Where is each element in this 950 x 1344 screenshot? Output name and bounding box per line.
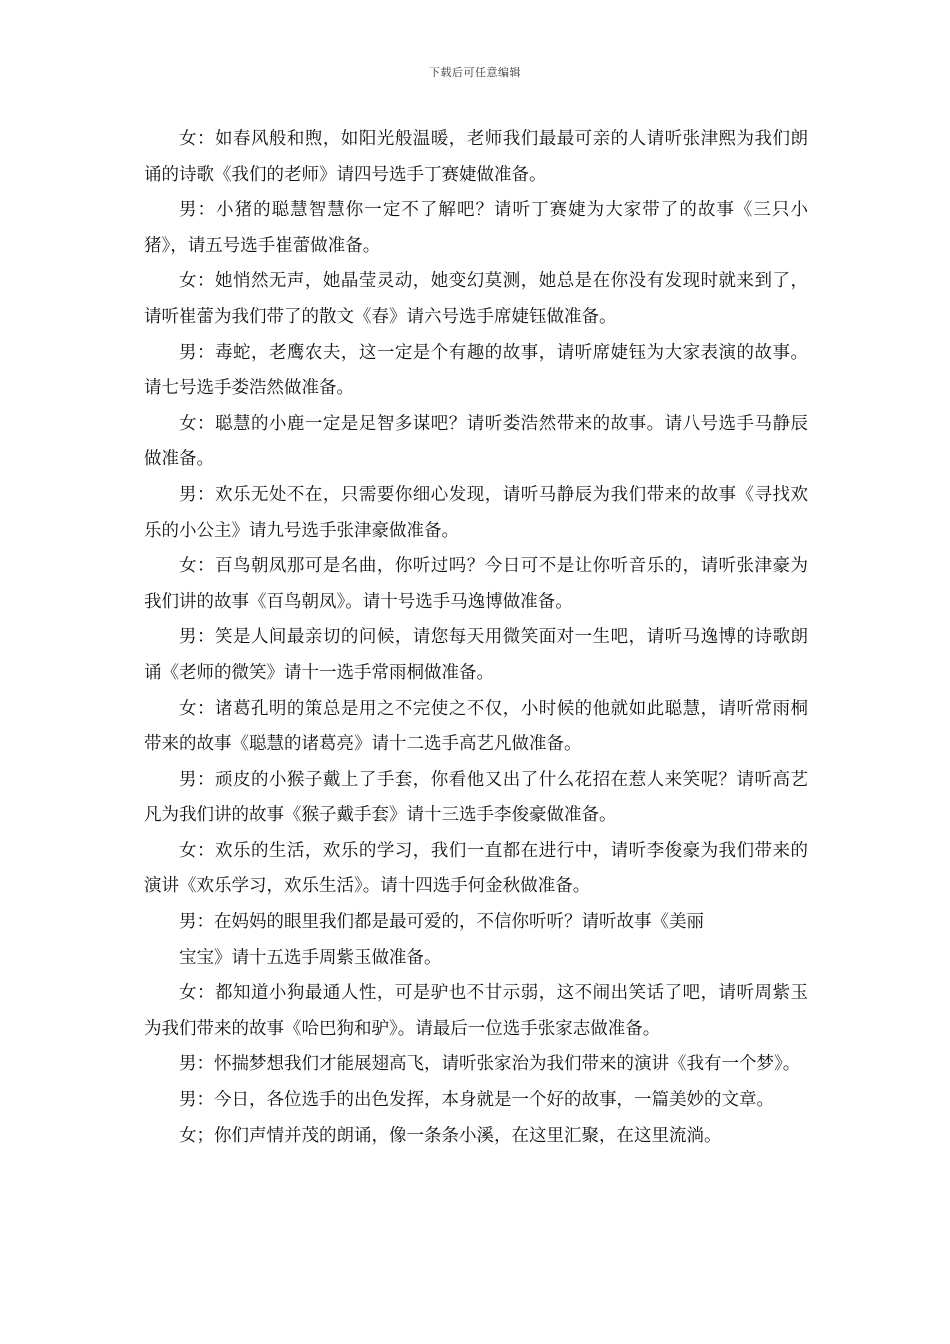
paragraph: 男：毒蛇，老鹰农夫，这一定是个有趣的故事，请听席婕钰为大家表演的故事。请七号选手娄浩然做准备。 xyxy=(144,342,808,399)
paragraph: 女；你们声情并茂的朗诵，像一条条小溪，在这里汇聚，在这里流淌。 xyxy=(179,1125,722,1146)
paragraph: 女：如春风般和煦，如阳光般温暖，老师我们最最可亲的人请听张津熙为我们朗诵的诗歌《我们的老师》请四号选手丁赛婕做准备。 xyxy=(144,129,808,185)
paragraph: 男：怀揣梦想我们才能展翅高飞，请听张家治为我们带来的演讲《我有一个梦》。 xyxy=(179,1054,801,1075)
paragraph: 女：聪慧的小鹿一定是足智多谋吧？请听娄浩然带来的故事。请八号选手马静辰做准备。 xyxy=(144,413,808,470)
paragraph: 男：顽皮的小猴子戴上了手套，你看他又出了什么花招在惹人来笑呢？请听高艺凡为我们讲的故事《猴子戴手套》请十三选手李俊豪做准备。 xyxy=(144,769,808,826)
paragraph: 女：欢乐的生活，欢乐的学习，我们一直都在进行中，请听李俊豪为我们带来的演讲《欢乐学习，欢乐生活》。请十四选手何金秋做准备。 xyxy=(144,840,808,897)
document-body xyxy=(144,122,808,1154)
paragraph: 女：诸葛孔明的策总是用之不完使之不仅，小时候的他就如此聪慧，请听常雨桐带来的故事《聪慧的诸葛亮》请十二选手高艺凡做准备。 xyxy=(144,698,808,755)
paragraph: 男：今日，各位选手的出色发挥，本身就是一个好的故事，一篇美妙的文章。 xyxy=(179,1090,774,1111)
paragraph: 男：欢乐无处不在，只需要你细心发现，请听马静辰为我们带来的故事《寻找欢乐的小公主》请九号选手张津豪做准备。 xyxy=(144,484,808,541)
paragraph: 宝宝》请十五选手周紫玉做准备。 xyxy=(179,947,442,968)
paragraph: 男：在妈妈的眼里我们都是最可爱的，不信你听听？请听故事《美丽 xyxy=(179,912,704,933)
paragraph: 女：她悄然无声，她晶莹灵动，她变幻莫测，她总是在你没有发现时就来到了，请听崔蕾为我们带了的散文《春》请六号选手席婕钰做准备。 xyxy=(144,271,808,327)
paragraph: 女：都知道小狗最通人性，可是驴也不甘示弱，这不闹出笑话了吧，请听周紫玉为我们带来的故事《哈巴狗和驴》。请最后一位选手张家志做准备。 xyxy=(144,983,808,1039)
paragraph: 男：笑是人间最亲切的问候，请您每天用微笑面对一生吧，请听马逸博的诗歌朗诵《老师的微笑》请十一选手常雨桐做准备。 xyxy=(144,627,808,683)
page-header: 下载后可任意编辑 xyxy=(429,66,521,79)
paragraph: 女：百鸟朝凤那可是名曲，你听过吗？今日可不是让你听音乐的，请听张津豪为我们讲的故事《百鸟朝凤》。请十号选手马逸博做准备。 xyxy=(144,556,808,612)
paragraph: 男：小猪的聪慧智慧你一定不了解吧？请听丁赛婕为大家带了的故事《三只小猪》，请五号选手崔蕾做准备。 xyxy=(144,200,808,256)
